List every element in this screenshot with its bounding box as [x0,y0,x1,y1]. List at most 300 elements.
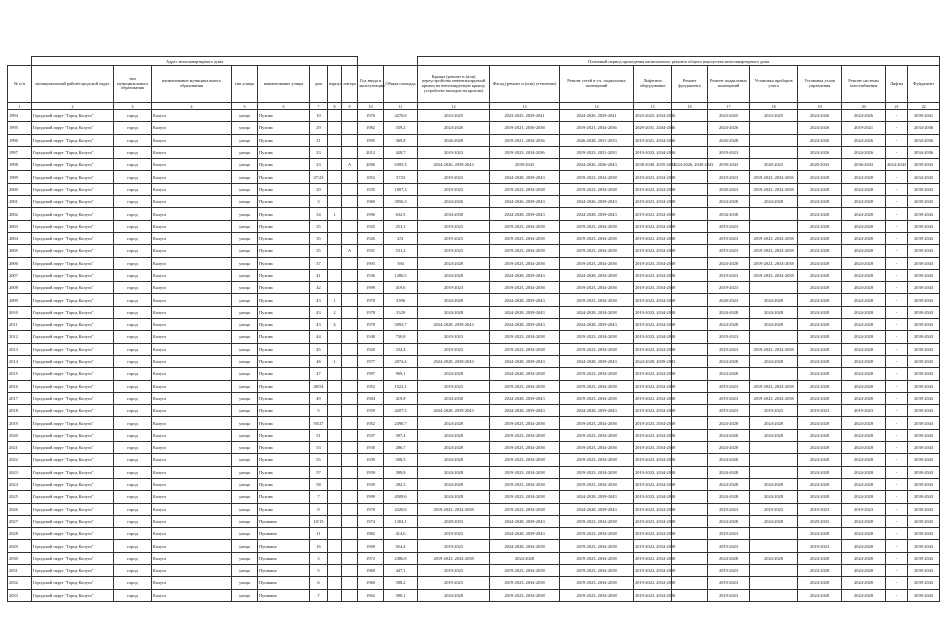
table-cell: 2019-2023, 2034-2038 [634,491,672,503]
table-cell [672,442,708,454]
table-cell: Пухова [258,331,310,343]
table-cell: Городской округ "Город Калуга" [32,294,114,306]
column-header: Установка узлов управления [798,66,842,103]
table-cell [342,232,358,244]
column-number: 19 [798,103,842,110]
table-cell: Калуга [152,196,232,208]
table-cell: город [114,183,152,195]
table-cell: 2024-2028 [842,528,886,540]
table-cell: 43 [310,294,328,306]
table-cell: 4207,5 [384,405,418,417]
table-cell [750,466,798,478]
table-row [8,577,940,589]
table-cell [750,220,798,232]
table-cell: 2022 [8,454,32,466]
table-cell: - [886,577,908,589]
table-cell: 2024-2028, 2039-2043 [560,355,634,367]
table-cell: Городской округ "Город Калуга" [32,306,114,318]
table-cell [328,368,342,380]
table-cell [328,331,342,343]
table-cell: 2019-2023, 2034-2038 [750,343,798,355]
table-cell: 1972 [358,552,384,564]
table-cell [342,306,358,318]
table-cell: 58 [310,478,328,490]
table-cell: 2019-2021, 2034-2036 [634,134,672,146]
table-cell: 37 [310,257,328,269]
table-cell: 2024-2028, 2039-2043 [418,319,490,331]
table-cell: 2024-2028, 2039-2043 [490,405,560,417]
table-cell [328,343,342,355]
table-cell: улица [232,196,258,208]
table-cell: 1937 [358,429,384,441]
table-row [8,110,940,122]
table-cell [328,110,342,122]
table-cell: 2039-2043 [490,159,560,171]
table-cell: 508,5 [384,454,418,466]
table-cell: город [114,208,152,220]
table-cell: город [114,159,152,171]
table-cell [750,122,798,134]
table-cell: 1974 [358,515,384,527]
table-cell: 2024-2028 [842,232,886,244]
column-header: тип муниципального образования [114,66,152,103]
table-cell: 9 [310,503,328,515]
table-cell [342,122,358,134]
table-cell: 5 [310,564,328,576]
table-cell: город [114,196,152,208]
table-cell: 1 [328,208,342,220]
table-cell: 2019-2023, 2034-2038 [634,269,672,281]
table-cell [342,171,358,183]
table-cell: 2019-2023 [418,577,490,589]
table-cell: 3 [310,196,328,208]
table-cell: 2024-2028 [750,417,798,429]
table-cell: 3396 [384,294,418,306]
table-cell: 2024-2028 [418,368,490,380]
table-cell: 2019-2023, 2034-2038 [634,515,672,527]
table-cell: 2024-2028 [418,454,490,466]
table-cell: 1982 [358,122,384,134]
table-row [8,146,940,158]
table-cell: 2019-2023 [708,540,750,552]
table-cell: 1959 [358,405,384,417]
table-cell: Городской округ "Город Калуга" [32,343,114,355]
table-cell: 531,2 [384,245,418,257]
table-cell: 2024-2028 [842,552,886,564]
table-cell: 2019-2023, 2034-2038 [560,331,634,343]
column-header: Лифты [886,66,908,103]
table-cell: Городской округ "Город Калуга" [32,528,114,540]
table-cell [328,503,342,515]
table-cell: - [886,110,908,122]
table-cell: Городской округ "Город Калуга" [32,183,114,195]
table-cell [672,343,708,355]
table-cell [342,220,358,232]
table-cell: 2002 [8,208,32,220]
table-cell: 2024-2026 [842,110,886,122]
table-cell: 1936 [358,269,384,281]
table-cell [750,528,798,540]
table-cell [328,134,342,146]
table-cell: 2019-2023, 2034-2038 [634,306,672,318]
table-cell: 2019-2023, 2034-2038 [560,294,634,306]
table-cell: 35 [310,220,328,232]
table-cell: 29 [310,183,328,195]
table-cell: 2026-2028 [418,134,490,146]
table-cell: 2024-2028 [842,220,886,232]
table-row [8,442,940,454]
table-cell: 2029-2033 [418,515,490,527]
table-cell [342,208,358,220]
table-cell: 2019-2023, 2034-2038 [490,282,560,294]
table-cell: 2019-2023, 2034-2038 [634,528,672,540]
table-cell: 2019-2023, 2034-2038 [634,220,672,232]
table-cell: 2019-2023, 2034-2038 [634,257,672,269]
table-cell [672,368,708,380]
table-row [8,159,940,171]
table-cell: город [114,257,152,269]
table-cell: город [114,245,152,257]
table-cell: 2039-2043 [908,269,940,281]
table-cell: 49 [310,392,328,404]
table-cell: 2024-2028 [842,245,886,257]
table-cell: Калуга [152,245,232,257]
table-cell [672,134,708,146]
table-cell: Городской округ "Город Калуга" [32,380,114,392]
table-cell: 419,6 [384,282,418,294]
table-row [8,466,940,478]
table-cell: Пухова [258,257,310,269]
table-cell: 2024-2028, 2039-2043 [490,392,560,404]
table-row [8,294,940,306]
table-cell: Городской округ "Город Калуга" [32,503,114,515]
table-cell: 2019-2023, 2034-2038 [634,503,672,515]
table-cell: улица [232,564,258,576]
table-cell: Городской округ "Город Калуга" [32,589,114,601]
table-cell: Городской округ "Город Калуга" [32,220,114,232]
table-cell: 2024-2028 [798,552,842,564]
table-cell: 2024-2028 [798,442,842,454]
table-cell: Пухова [258,146,310,158]
table-cell [342,503,358,515]
table-cell: 1926 [358,232,384,244]
table-cell: город [114,232,152,244]
table-cell: 2024-2028 [418,478,490,490]
table-cell: 2039-2043 [908,454,940,466]
table-cell: Пухова [258,245,310,257]
table-cell: Калуга [152,552,232,564]
table-cell: 10/15 [310,515,328,527]
table-cell: 2024-2028 [708,466,750,478]
table-cell: 2024-2026 [418,196,490,208]
table-cell [342,515,358,527]
column-number: 7 [310,103,328,110]
table-cell: 2024-2028, 2039-2043 [418,405,490,417]
table-cell: Пухова [258,134,310,146]
table-cell: 2039-2043 [908,331,940,343]
table-cell: 2019-2023 [798,540,842,552]
table-cell: 2039-2043 [908,442,940,454]
table-cell: 2019-2023, 2034-2038 [490,232,560,244]
table-cell: Калуга [152,159,232,171]
table-cell: 2039-2043 [908,478,940,490]
table-cell [328,282,342,294]
table-cell: 2039-2041 [908,110,940,122]
table-cell: 2019-2023, 2034-2038 [560,564,634,576]
table-cell [672,466,708,478]
table-cell: город [114,122,152,134]
table-cell [750,331,798,343]
table-cell: улица [232,589,258,601]
table-cell: Городской округ "Город Калуга" [32,196,114,208]
table-cell: 2019-2023 [418,380,490,392]
table-cell: 2024-2028 [842,294,886,306]
column-header: Ремонт подвальных помещений [708,66,750,103]
table-cell: 2024-2028 [842,331,886,343]
table-cell: 2024-2028 [750,429,798,441]
column-header: литера [342,66,358,103]
table-cell: 2019-2023, 2034-2038 [490,429,560,441]
column-header: муниципальный район/городской округ [32,66,114,103]
table-cell: 2019-2023, 2034-2038 [634,319,672,331]
table-cell: - [886,466,908,478]
table-cell: 2019-2023 [708,589,750,601]
column-number: 5 [232,103,258,110]
table-cell: Городской округ "Город Калуга" [32,245,114,257]
table-cell: 2019-2023 [708,503,750,515]
table-cell [342,134,358,146]
table-cell: 2024-2026 [798,122,842,134]
column-header: Ремонт сетей в т.ч. подвальных помещений [560,66,634,103]
table-cell: 2039-2043 [908,417,940,429]
table-cell: 369,8 [384,134,418,146]
column-number: 12 [418,103,490,110]
table-cell: 2012 [8,331,32,343]
table-cell: - [886,429,908,441]
table-cell: 1962 [358,589,384,601]
table-cell: Калуга [152,454,232,466]
table-cell: улица [232,208,258,220]
table-cell [672,564,708,576]
table-cell: 428,7 [384,146,418,158]
table-cell: 2024-2028, 2039-2043 [490,528,560,540]
table-cell: 2024-2028 [798,171,842,183]
table-cell: 23 [310,146,328,158]
table-cell: Калуга [152,171,232,183]
table-cell: 730,8 [384,331,418,343]
table-cell: 2034-2036 [908,146,940,158]
table-cell: Калуга [152,355,232,367]
table-cell: 2019-2023, 2034-2038 [634,466,672,478]
table-cell: 5 [310,405,328,417]
table-cell: 2024-2028 [842,577,886,589]
table-cell: Городской округ "Город Калуга" [32,282,114,294]
table-cell: 2019-2023, 2034-2038 [634,282,672,294]
table-cell [342,110,358,122]
table-cell: 2039-2043 [708,159,750,171]
table-cell [750,454,798,466]
table-cell [672,491,708,503]
table-cell: Городской округ "Город Калуга" [32,515,114,527]
table-cell: 2019-2023, 2034-2038 [560,528,634,540]
table-cell: 390,1 [384,589,418,601]
table-row [8,429,940,441]
table-cell: Пухова [258,442,310,454]
table-cell: Пухова [258,454,310,466]
table-cell: 29 [310,122,328,134]
table-cell: 2019-2023, 2034-2038 [750,257,798,269]
table-cell: 332,4 [384,343,418,355]
table-row [8,245,940,257]
table-cell: 2039-2043 [908,306,940,318]
table-cell: Пушкина [258,515,310,527]
column-number: 14 [560,103,634,110]
table-cell: 2007 [8,269,32,281]
table-cell [672,577,708,589]
table-cell: Пухова [258,171,310,183]
table-cell: 2024-2028 [798,220,842,232]
table-cell: 2024-2028 [842,343,886,355]
table-cell: 2019-2023, 2034-2038 [490,454,560,466]
table-cell: Городской округ "Город Калуга" [32,159,114,171]
table-cell: Пухова [258,306,310,318]
table-row [8,454,940,466]
table-cell: 2019-2023 [418,183,490,195]
table-cell: 2024-2028 [750,552,798,564]
table-cell: 2019-2023, 2034-2038 [634,368,672,380]
table-cell: Городской округ "Город Калуга" [32,552,114,564]
table-cell [342,491,358,503]
table-row [8,306,940,318]
table-cell: - [886,515,908,527]
table-cell: Калуга [152,392,232,404]
table-cell: 2005 [8,245,32,257]
table-cell: 1997 [8,146,32,158]
table-cell [328,540,342,552]
table-cell: 2024-2028 [708,368,750,380]
table-cell: 2019-2023 [708,171,750,183]
table-cell: Пухова [258,392,310,404]
table-cell: 2024-2028 [750,294,798,306]
table-cell: 2024-2026 [418,122,490,134]
table-cell: 2024-2026, 2039-2043 [418,159,490,171]
table-cell: Городской округ "Город Калуга" [32,466,114,478]
table-cell: 4509,6 [384,491,418,503]
table-cell: 5093,7 [384,319,418,331]
table-cell [328,183,342,195]
table-cell: Калуга [152,429,232,441]
table-cell: 2011 [8,319,32,331]
table-cell: - [886,122,908,134]
table-cell [328,196,342,208]
table-cell: 2039-2043 [908,540,940,552]
table-cell: 1990 [358,208,384,220]
table-cell [672,171,708,183]
table-cell: улица [232,515,258,527]
table-cell: 2019-2023 [708,577,750,589]
table-cell [672,380,708,392]
table-cell: 2024-2026 [842,146,886,158]
table-cell: 2024-2028 [842,208,886,220]
table-cell: 2024-2028 [418,294,490,306]
table-cell: - [886,171,908,183]
table-cell: 2019-2023, 2034-2038 [560,232,634,244]
table-cell: 1998 [8,159,32,171]
table-cell: 2001 [8,196,32,208]
table-cell: город [114,146,152,158]
table-cell: 2024-2028, 2039-2043 [560,319,634,331]
table-cell: Калуга [152,343,232,355]
table-cell [328,564,342,576]
table-cell: 2024-2028, 2039-2043 [634,355,672,367]
table-cell: Городской округ "Город Калуга" [32,392,114,404]
table-cell: 2019-2023, 2034-2038 [490,380,560,392]
table-cell: 2039-2043 [908,552,940,564]
table-cell: 2019-2023, 2034-2038 [490,257,560,269]
table-cell: 21 [310,134,328,146]
table-cell: город [114,577,152,589]
table-cell [750,577,798,589]
table-cell: 2024-2028 [490,552,560,564]
table-cell: - [886,589,908,601]
table-cell: 2019-2023, 2034-2038 [634,552,672,564]
table-cell [328,466,342,478]
table-cell: 2039-2043 [908,159,940,171]
table-cell: Пухова [258,282,310,294]
table-cell: 1994 [8,110,32,122]
table-cell [328,589,342,601]
column-header: корпус [328,66,342,103]
table-cell: Пухова [258,196,310,208]
table-cell [672,429,708,441]
table-cell: 2024-2028 [842,257,886,269]
table-row [8,589,940,601]
table-cell: 23 [310,159,328,171]
table-cell: 2034-2036 [908,134,940,146]
table-cell: А [342,159,358,171]
table-cell: 2019-2023 [708,331,750,343]
table-cell [342,454,358,466]
table-cell: 1940 [358,331,384,343]
table-cell: 1920 [358,343,384,355]
table-row [8,183,940,195]
table-cell: 2023-2025 [418,110,490,122]
table-cell: улица [232,294,258,306]
table-cell: 2039-2043 [908,368,940,380]
table-cell: 2003 [8,220,32,232]
table-cell: 286,7 [384,442,418,454]
table-cell [672,146,708,158]
table-cell: 2006 [358,159,384,171]
table-cell [672,392,708,404]
table-cell: 2024-2028 [842,417,886,429]
table-cell: 2024-2028 [798,319,842,331]
table-cell: 1995 [8,122,32,134]
table-cell: 2019-2023 [418,331,490,343]
table-cell: 2023-2025 [708,110,750,122]
table-cell [672,540,708,552]
table-cell: 282,3 [384,478,418,490]
table-cell: 1930 [358,442,384,454]
table-cell: 2024-2026 [798,146,842,158]
table-cell: 2024-2028 [708,417,750,429]
table-row [8,220,940,232]
table-cell: - [886,134,908,146]
table-cell: 2024-2028 [750,478,798,490]
table-cell: 2019-2023 [708,564,750,576]
table-cell: 2019-2023 [708,343,750,355]
table-cell: 1999 [358,282,384,294]
